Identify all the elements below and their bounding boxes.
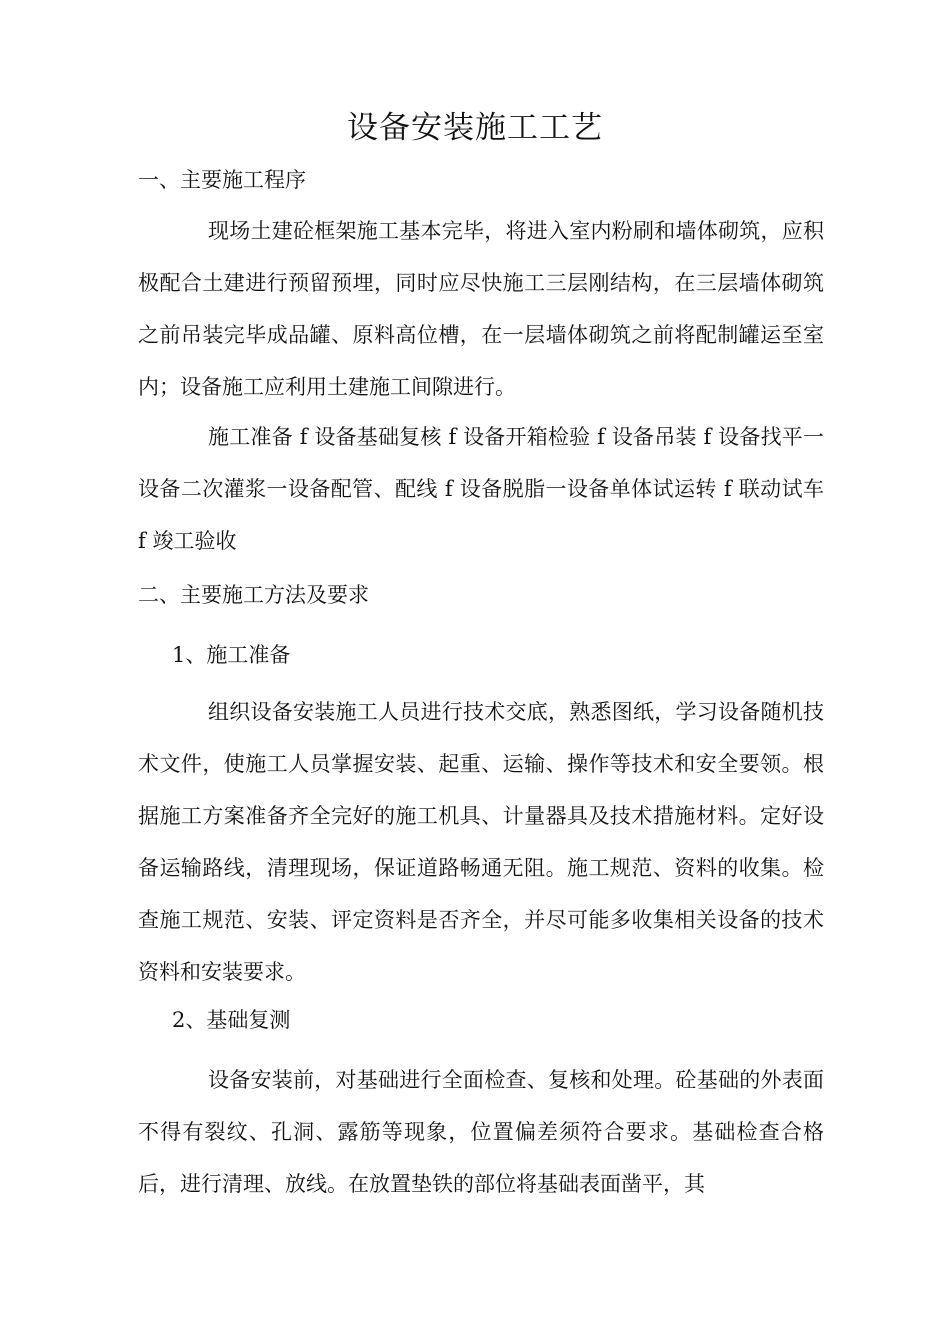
paragraph-procedure-flow: 施工准备 f 设备基础复核 f 设备开箱检验 f 设备吊装 f 设备找平一设备二次灌浆一设备配管、配线 f 设备脱脂一设备单体试运转 f 联动试车 f 竣工验收	[138, 425, 824, 553]
document-title: 设备安装施工工艺	[347, 110, 603, 146]
paragraph-preparation: 组织设备安装施工人员进行技术交底，熟悉图纸，学习设备随机技术文件，使施工人员掌握安装、起重、运输、操作等技术和安全要领。根据施工方案准备齐全完好的施工机具、计量器具及技术措施材料。定好设备运输路线，清理现场，保证道路畅通无阻。施工规范、资料的收集。检查施工规范、安装、评定资料是否齐全，并尽可能多收集相关设备的技术资料和安装要求。	[138, 700, 824, 984]
section-heading-procedure: 一、主要施工程序	[138, 168, 306, 192]
subsection-heading-foundation: 2、基础复测	[172, 1008, 291, 1032]
paragraph-foundation: 设备安装前，对基础进行全面检查、复核和处理。砼基础的外表面不得有裂纹、孔洞、露筋等现象，位置偏差须符合要求。基础检查合格后，进行清理、放线。在放置垫铁的部位将基础表面凿平，其	[138, 1068, 824, 1196]
paragraph-procedure-overview: 现场土建砼框架施工基本完毕，将进入室内粉刷和墙体砌筑，应积极配合土建进行预留预埋，同时应尽快施工三层刚结构，在三层墙体砌筑之前吊装完毕成品罐、原料高位槽，在一层墙体砌筑之前将配制罐运至室内；设备施工应利用土建施工间隙进行。	[138, 219, 824, 399]
section-heading-methods: 二、主要施工方法及要求	[138, 583, 369, 607]
subsection-heading-preparation: 1、施工准备	[172, 643, 291, 667]
